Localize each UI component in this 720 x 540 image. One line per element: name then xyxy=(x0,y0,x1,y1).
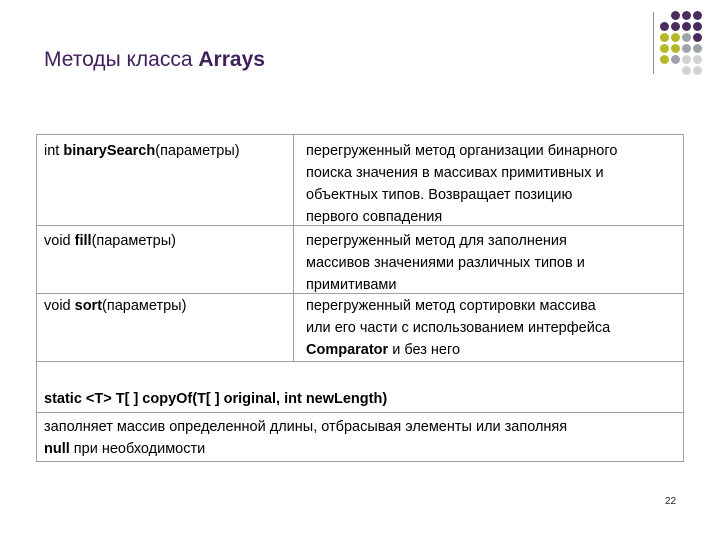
decorative-dot xyxy=(671,33,680,42)
desc-line: или его части с использованием интерфейса xyxy=(306,320,611,336)
desc-line: примитивами xyxy=(306,277,397,293)
column-divider xyxy=(293,135,294,361)
desc-text: при необходимости xyxy=(69,441,206,457)
decorative-dot xyxy=(660,55,669,64)
desc-line: массивов значениями различных типов и xyxy=(306,255,585,271)
desc-line: перегруженный метод для заполнения xyxy=(306,233,567,249)
decorative-dot xyxy=(682,66,691,75)
decorative-dot xyxy=(660,44,669,53)
decorative-dot xyxy=(693,33,702,42)
sig-method-name: sort xyxy=(74,298,103,314)
decorative-dot xyxy=(671,44,680,53)
slide-title-prefix: Методы класса xyxy=(44,48,199,71)
row-divider xyxy=(37,412,683,413)
decorative-dot xyxy=(693,44,702,53)
sig-prefix: void xyxy=(44,298,75,314)
decorative-dot xyxy=(671,11,680,20)
decorative-dot xyxy=(682,11,691,20)
slide-title-class-name: Arrays xyxy=(198,48,265,71)
page-number: 22 xyxy=(665,496,677,507)
table-row-sort-signature xyxy=(44,295,186,317)
table-row-sort-description xyxy=(306,295,610,361)
decorative-dot xyxy=(660,22,669,31)
sig-params: (параметры) xyxy=(91,233,176,249)
copyof-signature xyxy=(44,388,387,410)
desc-line: поиска значения в массивах примитивных и xyxy=(306,165,604,181)
sig-prefix: void xyxy=(44,233,75,249)
sig-params: (параметры) xyxy=(102,298,187,314)
decorative-dot-grid xyxy=(0,0,720,90)
decorative-dot xyxy=(682,33,691,42)
comparator-keyword: Comparator xyxy=(306,342,389,358)
decorative-dot xyxy=(693,55,702,64)
desc-line: перегруженный метод сортировки массива xyxy=(306,298,596,314)
decorative-dot xyxy=(693,11,702,20)
sig-method-name: fill xyxy=(74,233,92,249)
row-divider xyxy=(37,361,683,362)
desc-line xyxy=(306,339,610,361)
desc-line: объектных типов. Возвращает позицию xyxy=(306,187,573,203)
decorative-dot xyxy=(682,44,691,53)
desc-text: и без него xyxy=(388,342,461,358)
decorative-dot xyxy=(660,33,669,42)
sig-params: (параметры) xyxy=(155,143,240,159)
decorative-dot xyxy=(682,55,691,64)
null-keyword: null xyxy=(44,441,70,457)
decorative-dot xyxy=(671,55,680,64)
desc-line: перегруженный метод организации бинарного xyxy=(306,143,618,159)
table-row-fill-description xyxy=(306,230,585,296)
table-row-binarysearch-description xyxy=(306,140,617,228)
copyof-signature-text: static <T> T[ ] copyOf(T[ ] original, int newLength) xyxy=(44,391,388,407)
table-row-fill-signature xyxy=(44,230,176,252)
decorative-dot xyxy=(671,22,680,31)
desc-line xyxy=(44,438,567,460)
desc-line: заполняет массив определенной длины, отбрасывая элементы или заполняя xyxy=(44,419,568,435)
sig-prefix: int xyxy=(44,143,64,159)
copyof-description xyxy=(44,416,567,460)
decorative-dot xyxy=(682,22,691,31)
sig-method-name: binarySearch xyxy=(63,143,156,159)
methods-table xyxy=(36,134,684,462)
desc-line: первого совпадения xyxy=(306,209,443,225)
decorative-dot xyxy=(693,66,702,75)
decorative-dot xyxy=(693,22,702,31)
table-row-binarysearch-signature xyxy=(44,140,240,162)
